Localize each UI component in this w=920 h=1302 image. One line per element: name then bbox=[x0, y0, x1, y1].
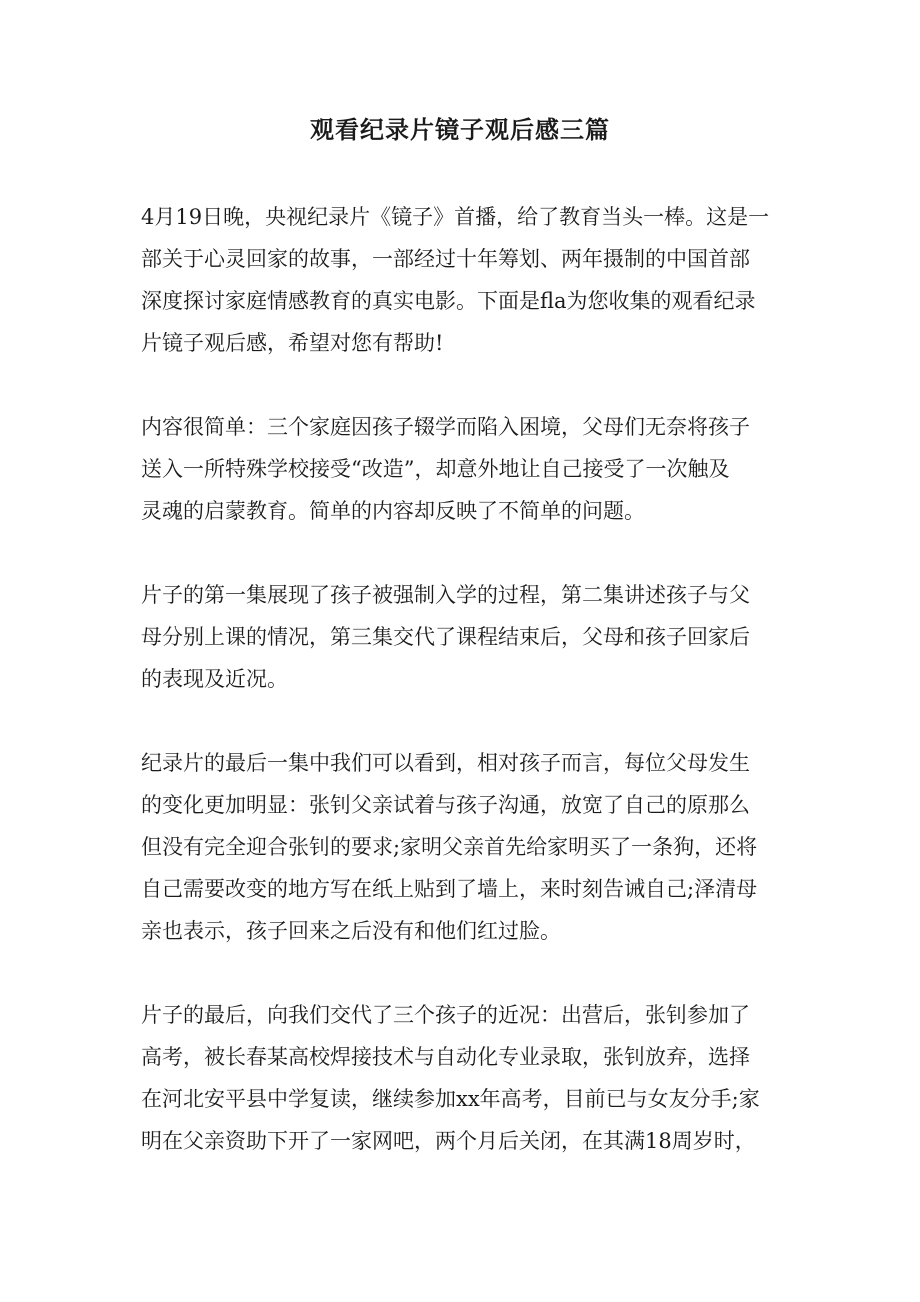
paragraph-intro bbox=[141, 196, 785, 364]
paragraph-line: 在河北安平县中学复读，继续参加xx年高考，目前已与女友分手;家 bbox=[141, 1087, 760, 1111]
paragraph-outcomes bbox=[141, 994, 785, 1162]
paragraph-line: 自己需要改变的地方写在纸上贴到了墙上，来时刻告诫自己;泽清母 bbox=[141, 877, 758, 901]
paragraph-line: 送入一所特殊学校接受“改造”，却意外地让自己接受了一次触及 bbox=[141, 457, 730, 481]
paragraph-line: 片子的第一集展现了孩子被强制入学的过程，第二集讲述孩子与父 bbox=[141, 583, 750, 607]
paragraph-line: 灵魂的启蒙教育。简单的内容却反映了不简单的问题。 bbox=[141, 499, 645, 523]
paragraph-line: 片子的最后，向我们交代了三个孩子的近况：出营后，张钊参加了 bbox=[141, 1003, 750, 1027]
paragraph-content bbox=[141, 406, 785, 532]
paragraph-line: 高考，被长春某高校焊接技术与自动化专业录取，张钊放弃，选择 bbox=[141, 1045, 750, 1069]
paragraph-line: 的表现及近况。 bbox=[141, 667, 288, 691]
paragraph-line: 亲也表示，孩子回来之后没有和他们红过脸。 bbox=[141, 919, 561, 943]
paragraph-line: 4月19日晚，央视纪录片《镜子》首播，给了教育当头一棒。这是一 bbox=[141, 205, 770, 229]
paragraph-line: 部关于心灵回家的故事，一部经过十年筹划、两年摄制的中国首部 bbox=[141, 247, 750, 271]
paragraph-episodes bbox=[141, 574, 785, 700]
paragraph-line: 内容很简单：三个家庭因孩子辍学而陷入困境，父母们无奈将孩子 bbox=[141, 415, 750, 439]
paragraph-line: 但没有完全迎合张钊的要求;家明父亲首先给家明买了一条狗，还将 bbox=[141, 835, 758, 859]
paragraph-line: 明在父亲资助下开了一家网吧，两个月后关闭，在其满18周岁时， bbox=[141, 1129, 756, 1153]
paragraph-changes bbox=[141, 742, 785, 952]
paragraph-line: 的变化更加明显：张钊父亲试着与孩子沟通，放宽了自己的原那么 bbox=[141, 793, 750, 817]
paragraph-line: 片镜子观后感，希望对您有帮助! bbox=[141, 331, 444, 355]
paragraph-line: 母分别上课的情况，第三集交代了课程结束后，父母和孩子回家后 bbox=[141, 625, 750, 649]
paragraph-line: 深度探讨家庭情感教育的真实电影。下面是fla为您收集的观看纪录 bbox=[141, 289, 756, 313]
document-title: 观看纪录片镜子观后感三篇 bbox=[310, 115, 610, 144]
paragraph-line: 纪录片的最后一集中我们可以看到，相对孩子而言，每位父母发生 bbox=[141, 751, 750, 775]
